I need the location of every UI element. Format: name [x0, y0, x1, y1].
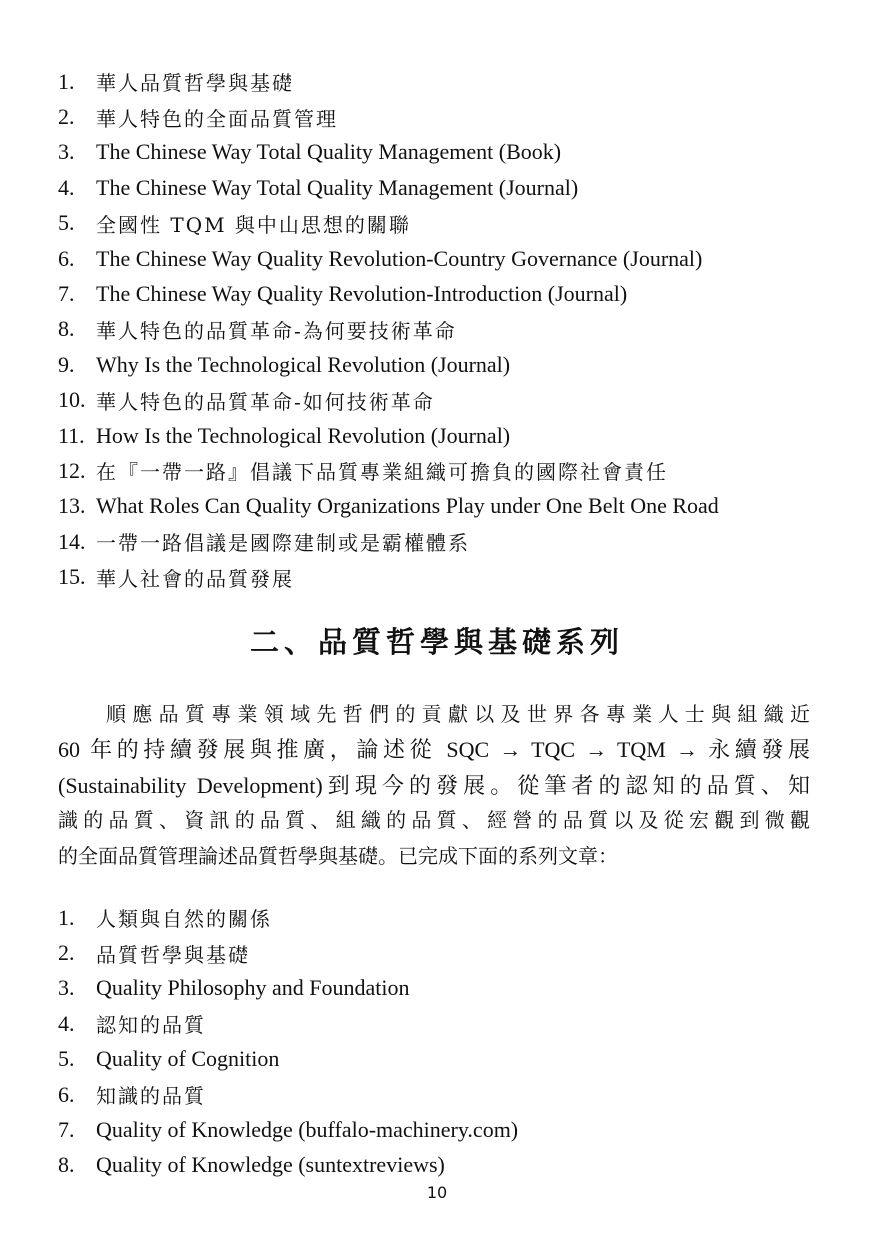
list-item-number: 6. — [58, 245, 75, 271]
list-item — [58, 1112, 518, 1147]
list-item-text: Why Is the Technological Revolution (Journal) — [96, 351, 511, 377]
list-item-number: 4. — [58, 1010, 75, 1036]
paragraph-line: 順應品質專業領域先哲們的貢獻以及世界各專業人士與組織近 — [106, 702, 810, 726]
list-item-text: 華人特色的品質革命-如何技術革命 — [96, 389, 435, 414]
list-item-number: 5. — [58, 1046, 75, 1072]
section-heading: 二、品質哲學與基礎系列 — [249, 625, 624, 659]
list-item-text: 華人特色的全面品質管理 — [96, 106, 338, 131]
list-item-text: 品質哲學與基礎 — [96, 942, 250, 967]
list-item-number: 15. — [58, 564, 86, 590]
list-item — [58, 935, 518, 970]
list-item-number: 3. — [58, 139, 75, 165]
list-item — [58, 559, 719, 594]
list-item-number: 10. — [58, 387, 86, 413]
list-item — [58, 524, 719, 559]
list-item-text: 華人品質哲學與基礎 — [96, 71, 294, 96]
list-item-number: 14. — [58, 528, 86, 554]
paragraph-line: (Sustainability Development)到現今的發展。從筆者的認知的品質、知 — [58, 772, 810, 798]
list-item-number: 12. — [58, 457, 86, 483]
list-item-text: The Chinese Way Total Quality Management (Journal) — [96, 174, 579, 200]
paragraph-line: 識的品質、資訊的品質、組織的品質、經營的品質以及從宏觀到微觀 — [58, 808, 810, 833]
list-item — [58, 170, 719, 205]
list-item — [58, 971, 518, 1006]
list-item — [58, 1077, 518, 1112]
list-item-number: 7. — [58, 281, 75, 307]
list-item-number: 1. — [58, 68, 75, 94]
list-item-text: Quality of Knowledge (suntextreviews) — [96, 1152, 445, 1178]
list-item — [58, 206, 719, 241]
list-item-text: 華人特色的品質革命-為何要技術革命 — [96, 318, 457, 343]
list-item — [58, 276, 719, 311]
list-item-text: 認知的品質 — [96, 1013, 206, 1038]
list-item — [58, 64, 719, 99]
list-item-number: 5. — [58, 210, 75, 236]
list-item — [58, 347, 719, 382]
list-item — [58, 383, 719, 418]
paragraph-line: 60 年的持續發展與推廣，論述從 SQC → TQC → TQM → 永續發展 — [58, 737, 810, 763]
list-item — [58, 99, 719, 134]
page-number: 10 — [426, 1183, 448, 1202]
list-item — [58, 418, 719, 453]
list-item-text: 知識的品質 — [96, 1084, 206, 1109]
list-item-text: Quality of Knowledge (buffalo-machinery.com) — [96, 1117, 519, 1143]
list-item — [58, 1042, 518, 1077]
list-item-number: 2. — [58, 104, 75, 130]
list-item-text: How Is the Technological Revolution (Journal) — [96, 422, 511, 448]
publication-list-1 — [58, 64, 719, 595]
list-item — [58, 489, 719, 524]
list-item-number: 4. — [58, 174, 75, 200]
list-item-number: 3. — [58, 975, 75, 1001]
list-item — [58, 241, 719, 276]
list-item-number: 9. — [58, 351, 75, 377]
list-item-text: 在『一帶一路』倡議下品質專業組織可擔負的國際社會責任 — [96, 460, 668, 485]
list-item-text: 全國性 TQM 與中山思想的關聯 — [96, 212, 411, 237]
list-item — [58, 312, 719, 347]
list-item-text: 人類與自然的關係 — [96, 907, 272, 932]
list-item-text: Quality Philosophy and Foundation — [96, 975, 410, 1001]
list-item-text: 一帶一路倡議是國際建制或是霸權體系 — [96, 531, 470, 556]
list-item-number: 6. — [58, 1081, 75, 1107]
publication-list-2 — [58, 900, 518, 1183]
list-item-text: 華人社會的品質發展 — [96, 566, 294, 591]
list-item-number: 2. — [58, 940, 75, 966]
list-item-number: 11. — [58, 422, 85, 448]
list-item-number: 8. — [58, 316, 75, 342]
paragraph-line: 的全面品質管理論述品質哲學與基礎。已完成下面的系列文章： — [58, 843, 618, 868]
list-item — [58, 1148, 518, 1183]
list-item-text: The Chinese Way Quality Revolution-Introduction (Journal) — [96, 281, 628, 307]
list-item — [58, 1006, 518, 1041]
list-item-text: The Chinese Way Total Quality Management (Book) — [96, 139, 562, 165]
list-item-number: 8. — [58, 1152, 75, 1178]
list-item-number: 1. — [58, 904, 75, 930]
list-item-number: 7. — [58, 1117, 75, 1143]
list-item-text: The Chinese Way Quality Revolution-Country Governance (Journal) — [96, 245, 703, 271]
list-item — [58, 900, 518, 935]
section-paragraph — [58, 697, 810, 874]
list-item — [58, 135, 719, 170]
list-item-number: 13. — [58, 493, 86, 519]
list-item-text: What Roles Can Quality Organizations Play under One Belt One Road — [96, 493, 719, 519]
list-item — [58, 453, 719, 488]
list-item-text: Quality of Cognition — [96, 1046, 280, 1072]
